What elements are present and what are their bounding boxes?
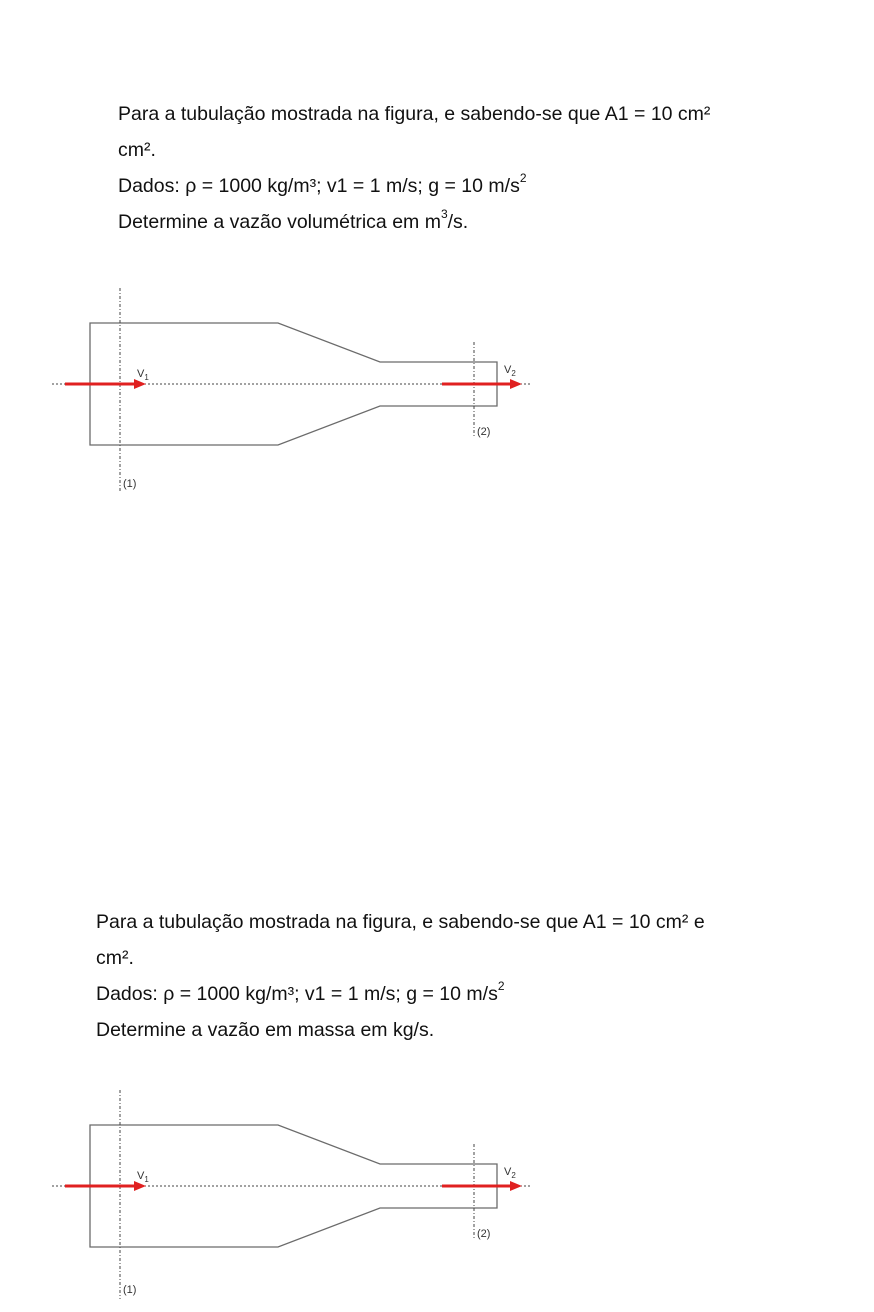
- pipe-figure-1: [40, 285, 540, 505]
- question-2-text: [96, 904, 705, 1048]
- section-2-label: (2): [477, 426, 491, 438]
- question-2: [0, 640, 874, 1309]
- question-1-text: [118, 96, 710, 240]
- question-2-prompt-line: Determine a vazão em massa em kg/s.: [96, 1019, 435, 1041]
- question-1-prompt-line: [118, 204, 710, 240]
- v2-label: $V_2$: [504, 1166, 516, 1180]
- pipe-figure-2: [40, 1087, 540, 1307]
- velocity-arrow-1: [65, 1181, 146, 1191]
- v1-label: $V_1$: [137, 368, 149, 382]
- question-1-data-text: Dados: ρ = 1000 kg/m³; v1 = 1 m/s; g = 10 m/s: [118, 175, 520, 197]
- question-2-data-text: Dados: ρ = 1000 kg/m³; v1 = 1 m/s; g = 10 m/s: [96, 983, 498, 1005]
- section-2-label: (2): [477, 1228, 491, 1240]
- question-1-line-1: Para a tubulação mostrada na figura, e sabendo-se que A1 = 10 cm²: [118, 103, 711, 125]
- question-1-line-2: cm².: [118, 139, 156, 161]
- velocity-arrow-2: [442, 1181, 522, 1191]
- question-2-data-line: [96, 976, 705, 1012]
- v2-label: $V_2$: [504, 364, 516, 378]
- velocity-arrow-1: [65, 379, 146, 389]
- question-1-prompt-text: Determine a vazão volumétrica em m: [118, 211, 441, 233]
- question-1-prompt-suffix: /s.: [447, 211, 469, 233]
- question-1-data-line: [118, 168, 710, 204]
- section-1-label: (1): [123, 1284, 137, 1296]
- question-1: [0, 0, 874, 620]
- section-1-label: (1): [123, 478, 137, 490]
- question-1-data-exponent: 2: [519, 170, 527, 185]
- question-2-data-exponent: 2: [497, 978, 505, 993]
- question-2-line-1: Para a tubulação mostrada na figura, e sabendo-se que A1 = 10 cm² e: [96, 911, 705, 933]
- question-1-prompt-exponent: 3: [440, 206, 448, 221]
- pipe-diagram-1: [40, 285, 540, 505]
- v1-label: $V_1$: [137, 1170, 149, 1184]
- pipe-diagram-2: [40, 1087, 540, 1307]
- velocity-arrow-2: [442, 379, 522, 389]
- question-2-line-2: cm².: [96, 947, 134, 969]
